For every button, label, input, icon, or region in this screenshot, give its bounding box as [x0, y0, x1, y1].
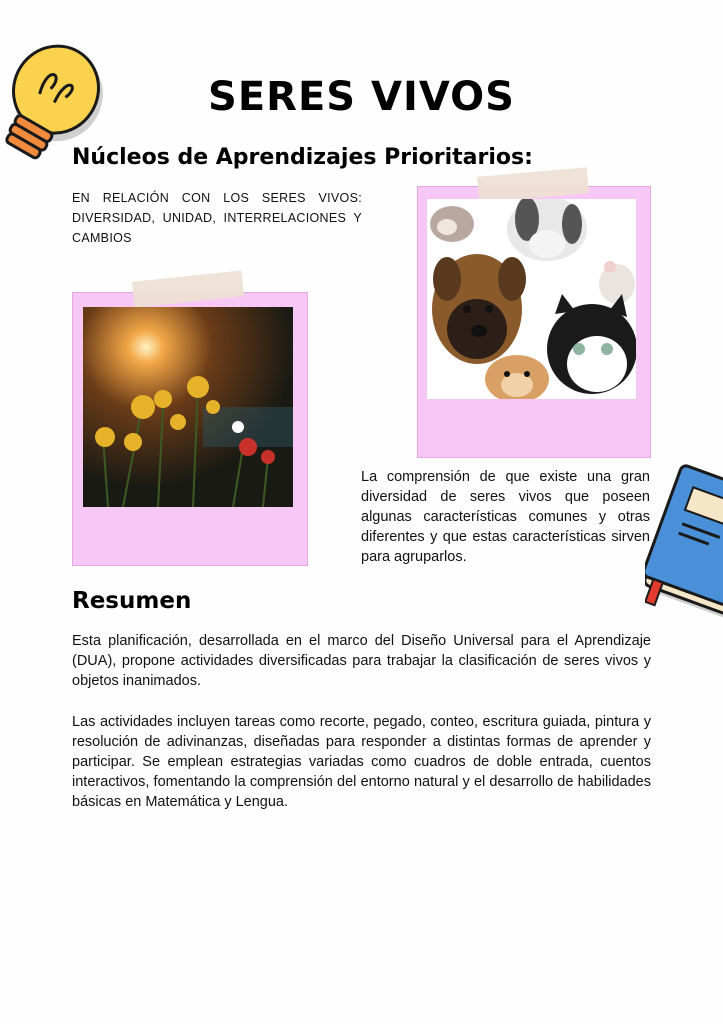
summary-paragraph-2: Las actividades incluyen tareas como recorte, pegado, conteo, escritura guiada, pintura y resolución de adivinanzas, diseñadas para responder a distintas formas de aprender y participar. Se emplean estrategias variadas como cuadros de doble entrada, cuentos interactivos, fomentando la comprensión del entorno natural y el desarrollo de habilidades básicas en Matemática y Lengua.: [72, 714, 651, 810]
caption-text: La comprensión de que existe una gran diversidad de seres vivos que poseen algunas características comunes y otras diferentes y que estas características sirven para agruparlos.: [361, 469, 650, 565]
flowers-photo: [83, 307, 293, 507]
page-title: SERES VIVOS: [208, 74, 515, 120]
animals-photo: [427, 199, 636, 399]
section-subtitle: Núcleos de Aprendizajes Prioritarios:: [72, 145, 533, 170]
book-icon: [645, 460, 723, 630]
summary-paragraph-1: Esta planificación, desarrollada en el marco del Diseño Universal para el Aprendizaje (DUA), propone actividades diversificadas para trabajar la clasificación de seres vivos y objetos inanimados.: [72, 633, 651, 689]
summary-title: Resumen: [72, 588, 192, 614]
intro-text: EN RELACIÓN CON LOS SERES VIVOS: DIVERSIDAD, UNIDAD, INTERRELACIONES Y CAMBIOS: [72, 191, 362, 245]
